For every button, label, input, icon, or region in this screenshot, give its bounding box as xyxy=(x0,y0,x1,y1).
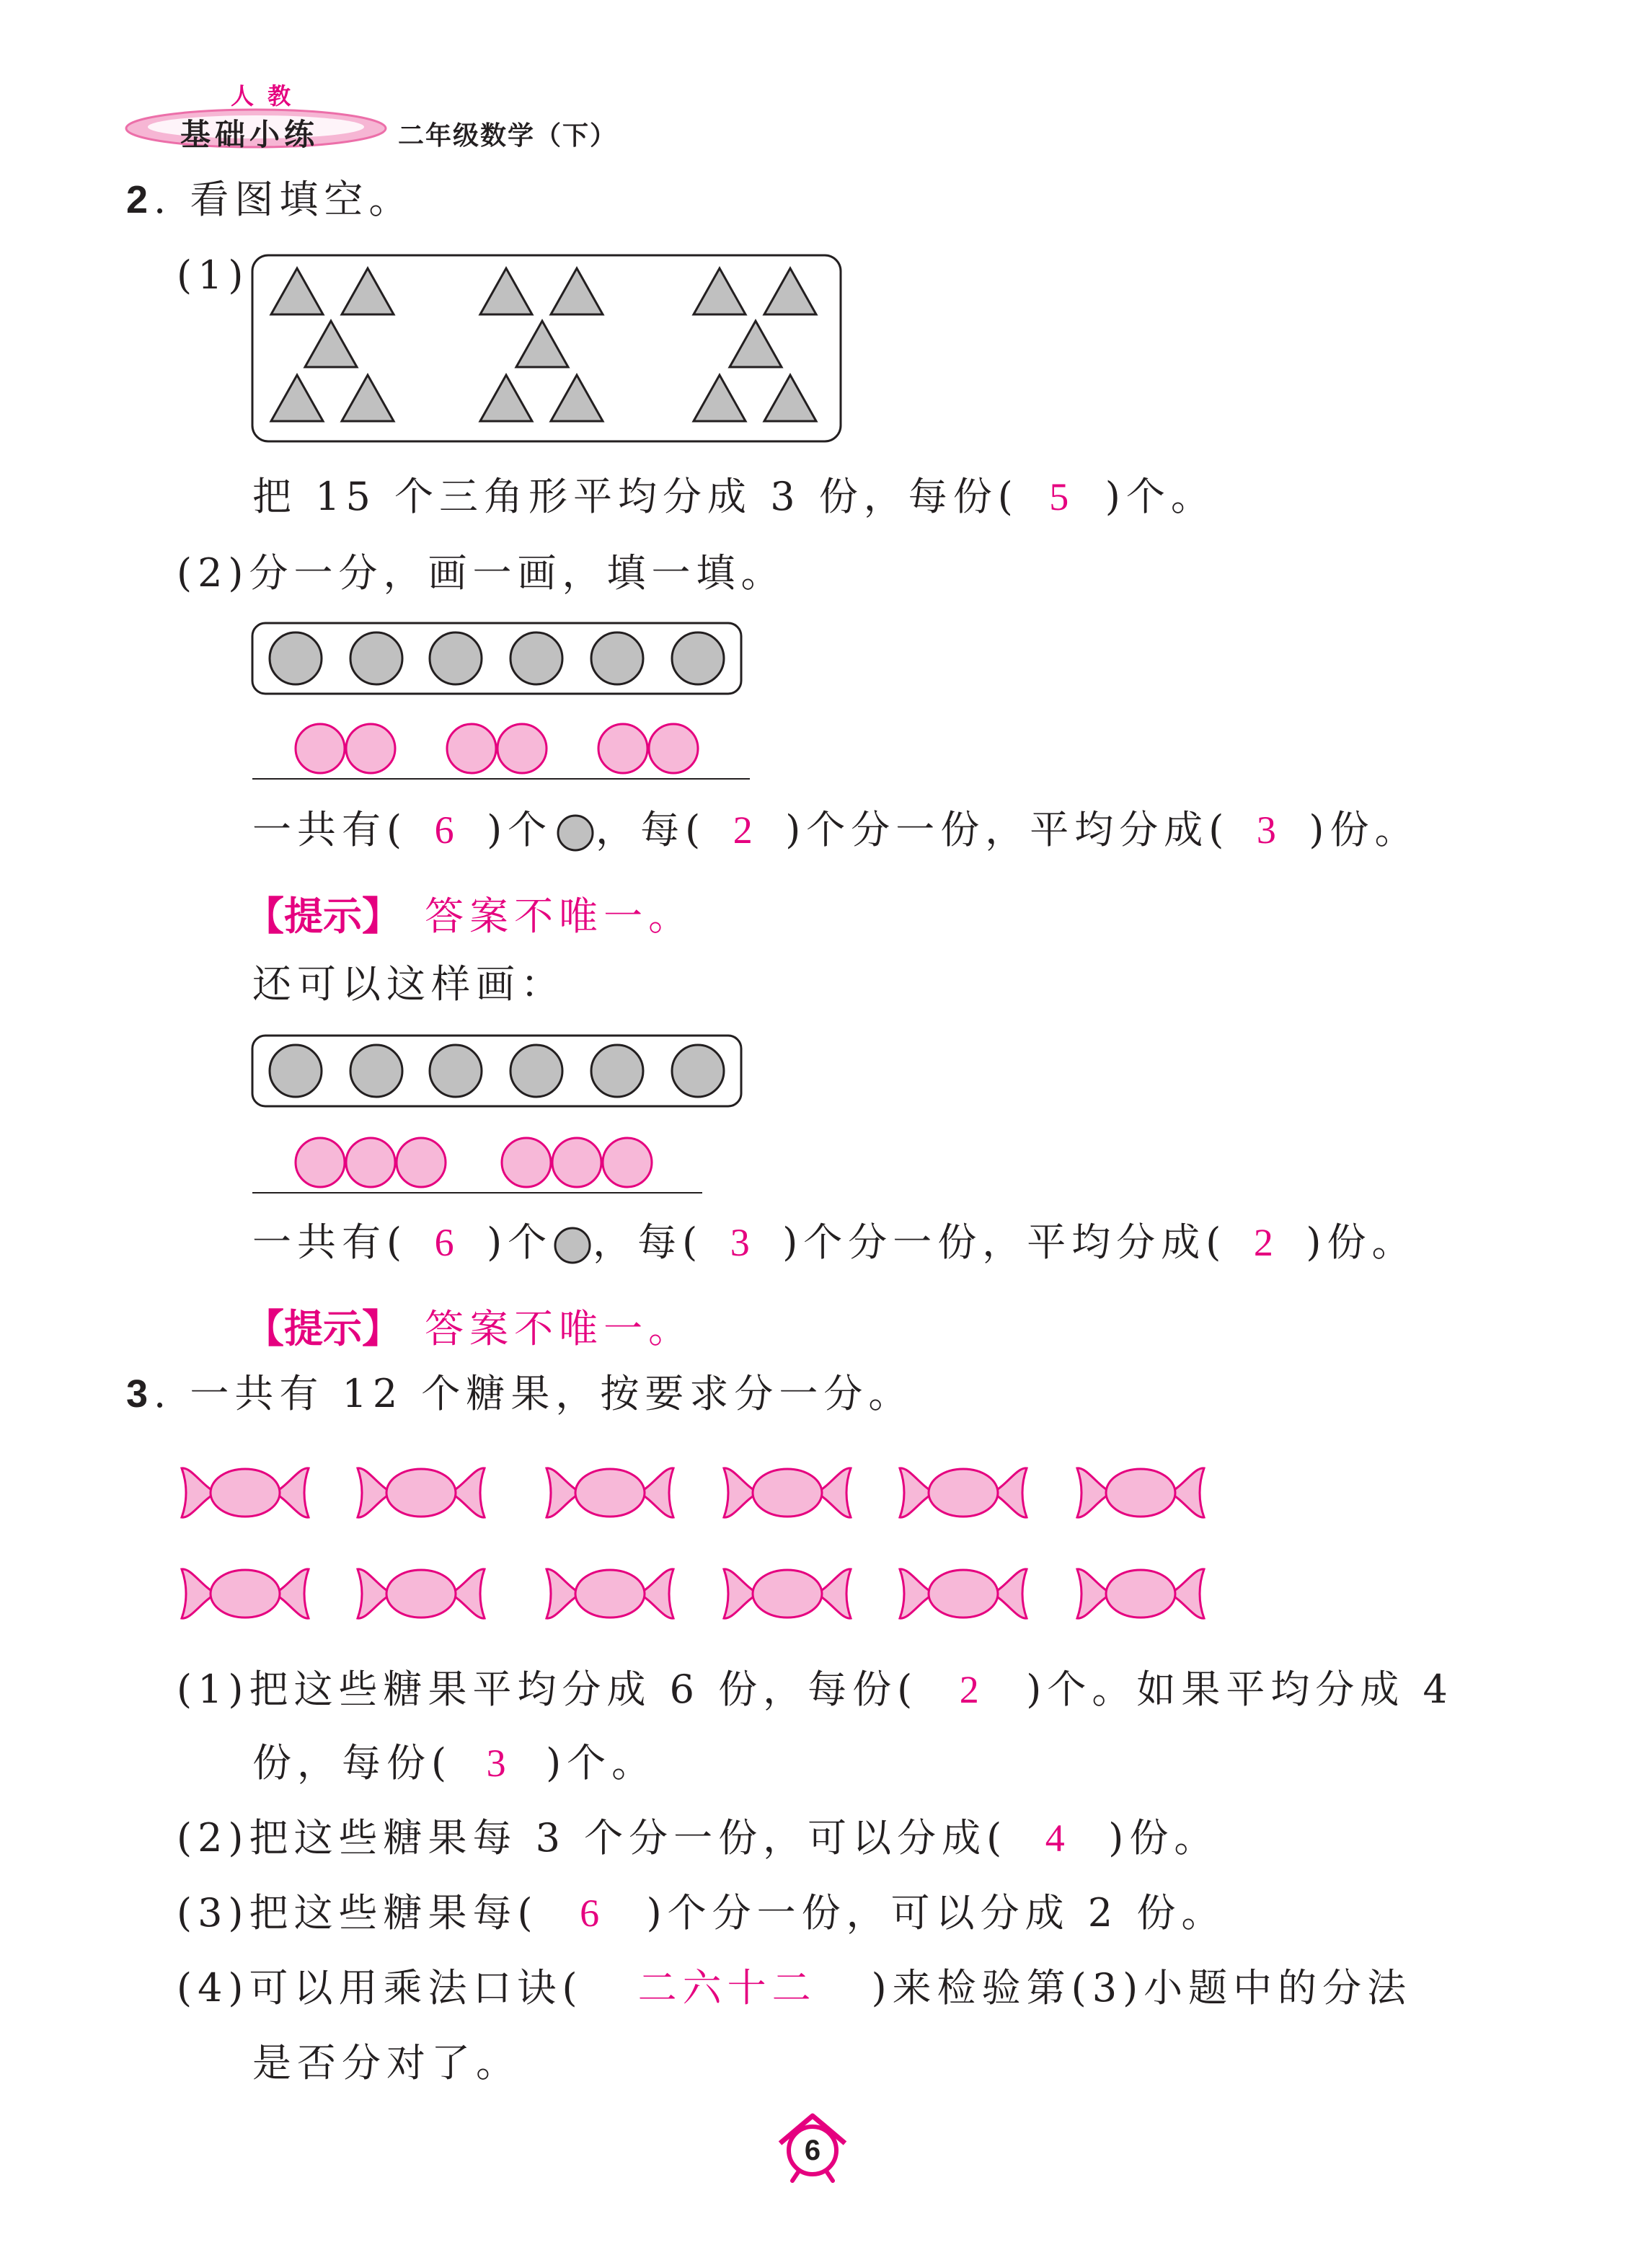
q3-s1-text-1: 把这些糖果平均分成 6 份，每份( xyxy=(249,1667,919,1712)
q2-title-text: . 看图填空。 xyxy=(154,177,414,222)
line2-answer-1: 6 xyxy=(434,1221,460,1264)
triangle-shape xyxy=(694,375,746,421)
candy-icon xyxy=(1077,1569,1204,1618)
candy-icon xyxy=(900,1569,1027,1618)
pink-circle xyxy=(346,724,395,773)
gray-circle xyxy=(672,632,724,684)
gray-circle xyxy=(270,632,322,684)
q3-s4-line2: 是否分对了。 xyxy=(252,2040,521,2086)
triangle-shape xyxy=(551,375,603,421)
gray-circle-icon xyxy=(552,1225,593,1266)
q2-p1-sentence xyxy=(252,474,1216,519)
q3-s4-label: (4) xyxy=(177,1965,249,2011)
line1-text-3: ，每( xyxy=(596,807,707,852)
line1-text-2: )个 xyxy=(487,807,553,852)
triangle-shape xyxy=(551,268,603,314)
triangle-shape xyxy=(305,321,357,367)
q3-s1-answer-2: 3 xyxy=(486,1742,512,1785)
q3-s1-label: (1) xyxy=(177,1667,249,1712)
q2-p1-answer: 5 xyxy=(1049,475,1075,519)
line1-answer-1: 6 xyxy=(434,808,460,852)
q3-s1-line2 xyxy=(252,1740,657,1786)
hint-text: 答案不唯一。 xyxy=(425,1306,694,1351)
candy-icon xyxy=(182,1569,309,1618)
pink-circle xyxy=(649,724,698,773)
line2-text-5: )份。 xyxy=(1306,1219,1417,1265)
hint-2 xyxy=(245,1298,693,1354)
q2-p1-text-before: 把 15 个三角形平均分成 3 份，每份( xyxy=(252,474,1019,519)
line2-text-3: ，每( xyxy=(593,1219,704,1265)
q3-s1-answer-1: 2 xyxy=(959,1668,985,1711)
q3-title-text: . 一共有 12 个糖果，按要求分一分。 xyxy=(154,1371,913,1416)
triangle-shape xyxy=(480,268,532,314)
triangle-shape xyxy=(271,268,323,314)
pink-circle xyxy=(397,1138,446,1187)
q3-s2 xyxy=(177,1815,1219,1861)
triangle-shape xyxy=(516,321,568,367)
q3-s1-text-2: )个。如果平均分成 4 xyxy=(1026,1667,1454,1712)
circle-box-1 xyxy=(251,622,743,695)
q3-number: 3 xyxy=(126,1372,154,1416)
q2-p1-text-after: )个。 xyxy=(1105,474,1216,519)
q3-s2-text-1: 把这些糖果每 3 个分一份，可以分成( xyxy=(249,1815,1008,1861)
pink-circle xyxy=(346,1138,395,1187)
gray-circle xyxy=(510,1045,562,1097)
line2-text-2: )个 xyxy=(487,1219,553,1265)
q2-number: 2 xyxy=(126,178,154,221)
triangle-shape xyxy=(694,268,746,314)
q3-s3-text-2: )个分一份，可以分成 2 份。 xyxy=(646,1890,1226,1936)
q3-s4-text-2: )来检验第(3)小题中的分法 xyxy=(871,1965,1412,2011)
pink-circle xyxy=(497,724,547,773)
candy-icon xyxy=(547,1468,673,1517)
triangle-shape xyxy=(342,268,394,314)
gray-circle xyxy=(672,1045,724,1097)
q2-p1-label: (1) xyxy=(177,252,249,298)
line2-answer-2: 3 xyxy=(730,1221,756,1264)
triangle-shape xyxy=(764,375,816,421)
gray-circle xyxy=(510,632,562,684)
q2-p2-line1 xyxy=(252,807,1420,853)
q3-s3-text-1: 把这些糖果每( xyxy=(249,1890,539,1936)
triangle-shape xyxy=(730,321,782,367)
q3-s3-label: (3) xyxy=(177,1890,249,1936)
q2-p2-label: (2) xyxy=(177,550,249,596)
line1-text-5: )份。 xyxy=(1309,807,1420,852)
q3-s2-label: (2) xyxy=(177,1815,249,1861)
q3-title xyxy=(126,1371,913,1416)
gray-circle xyxy=(350,632,402,684)
q2-p2-heading xyxy=(177,550,786,596)
line2-text-4: )个分一份，平均分成( xyxy=(782,1219,1227,1265)
q3-s4-line1 xyxy=(177,1965,1412,2011)
line1-text-1: 一共有( xyxy=(252,807,408,852)
q3-s3-answer: 6 xyxy=(580,1892,606,1935)
alt-intro: 还可以这样画： xyxy=(252,961,565,1007)
q3-s4-answer: 二六十二 xyxy=(637,1967,817,2010)
circle-box-2 xyxy=(251,1034,743,1108)
header-subject: 二年级数学（下） xyxy=(398,121,618,151)
pink-circle xyxy=(502,1138,551,1187)
gray-circle xyxy=(591,1045,643,1097)
line1-answer-2: 2 xyxy=(733,808,758,852)
gray-circle xyxy=(350,1045,402,1097)
gray-circle xyxy=(430,1045,482,1097)
header-badge-top: 人 教 xyxy=(231,82,294,110)
gray-circle xyxy=(270,1045,322,1097)
hint-label: 【提示】 xyxy=(245,893,401,939)
q3-s1-line1 xyxy=(177,1667,1454,1712)
candy-icon xyxy=(724,1468,851,1517)
gray-circle xyxy=(430,632,482,684)
candy-icon xyxy=(358,1468,485,1517)
q3-s3 xyxy=(177,1890,1226,1936)
q3-s2-text-2: )份。 xyxy=(1108,1815,1219,1861)
triangle-group-2 xyxy=(480,268,603,421)
pink-circle xyxy=(447,724,496,773)
page-number: 6 xyxy=(804,2135,821,2166)
hint-1 xyxy=(245,886,693,941)
candy-icon xyxy=(547,1569,673,1618)
line1-answer-3: 3 xyxy=(1256,808,1282,852)
candy-icon xyxy=(358,1569,485,1618)
q3-s2-answer: 4 xyxy=(1045,1817,1071,1860)
triangle-shape xyxy=(764,268,816,314)
triangle-shape xyxy=(271,375,323,421)
hint-label: 【提示】 xyxy=(245,1306,401,1351)
triangle-group-1 xyxy=(271,268,394,421)
candy-icon xyxy=(1077,1468,1204,1517)
q3-s1-text-4: )个。 xyxy=(546,1740,657,1786)
pink-circle xyxy=(296,1138,345,1187)
q3-s4-text-1: 可以用乘法口诀( xyxy=(249,1965,583,2011)
candy-icon xyxy=(900,1468,1027,1517)
triangle-box xyxy=(251,254,842,443)
pink-circle xyxy=(552,1138,601,1187)
line2-text-1: 一共有( xyxy=(252,1219,408,1265)
triangle-shape xyxy=(480,375,532,421)
q2-p2-instruction: 分一分，画一画，填一填。 xyxy=(249,550,786,596)
line2-answer-3: 2 xyxy=(1253,1221,1279,1264)
pink-circle xyxy=(598,724,647,773)
pink-circles-answer-1 xyxy=(251,721,756,782)
q2-title xyxy=(126,177,414,222)
triangle-group-3 xyxy=(694,268,816,421)
triangle-shape xyxy=(342,375,394,421)
candy-icon xyxy=(182,1468,309,1517)
line1-text-4: )个分一份，平均分成( xyxy=(785,807,1230,852)
pink-circle xyxy=(603,1138,652,1187)
pink-circle xyxy=(296,724,345,773)
q3-s1-text-3: 份，每份( xyxy=(252,1740,453,1786)
gray-circle-icon xyxy=(555,813,596,853)
gray-circle xyxy=(591,632,643,684)
pink-circles-answer-2 xyxy=(251,1137,712,1197)
q2-p2-line2 xyxy=(252,1219,1417,1266)
candy-grid xyxy=(180,1450,1218,1623)
hint-text: 答案不唯一。 xyxy=(425,893,694,939)
header xyxy=(123,72,642,151)
header-badge-main: 基础小练 xyxy=(180,117,319,152)
candy-icon xyxy=(724,1569,851,1618)
